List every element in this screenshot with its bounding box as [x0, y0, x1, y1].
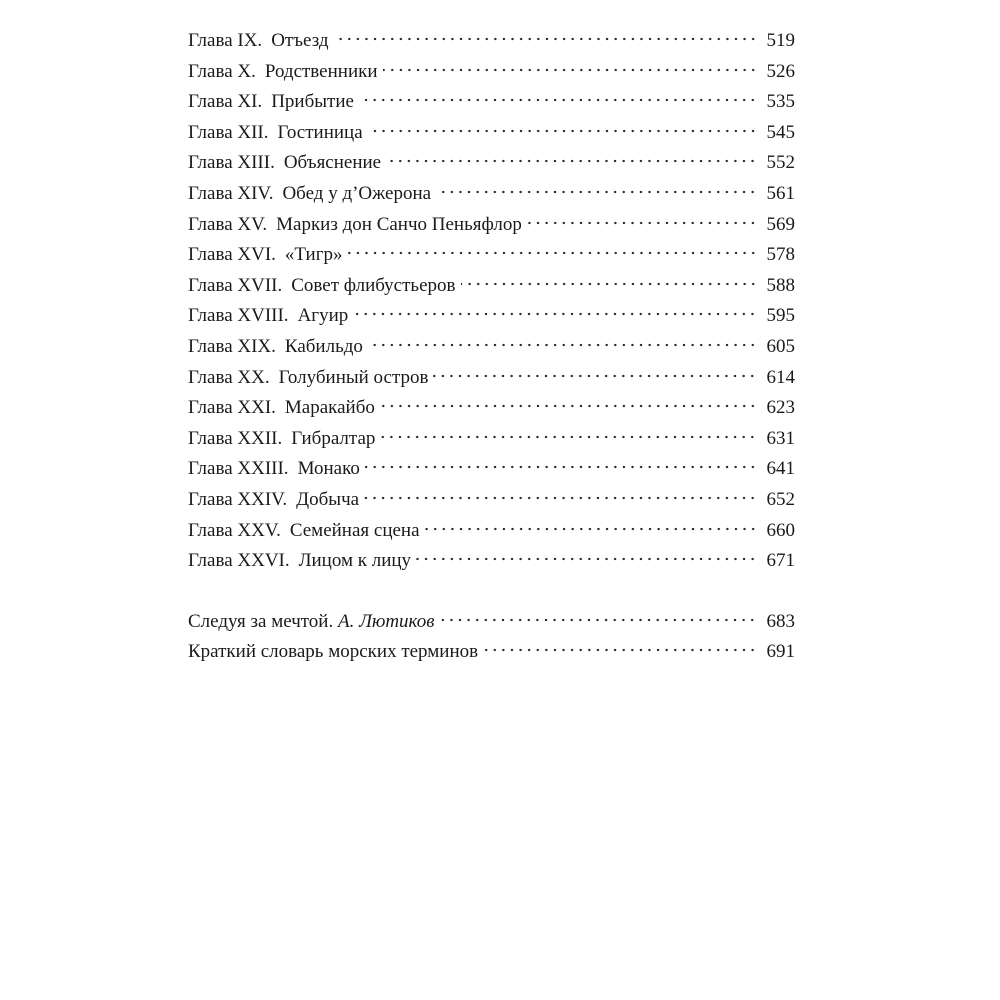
- afterword-author: А. Лютиков: [337, 610, 435, 632]
- dot-leader: [364, 493, 757, 503]
- toc-entry-chapter[interactable]: [188, 393, 795, 424]
- entry-title: [188, 118, 363, 149]
- entry-title: [188, 87, 354, 118]
- entry-title: [188, 179, 431, 210]
- chapter-label: Глава X.: [188, 60, 256, 82]
- chapter-title: Голубиный остров: [278, 366, 429, 388]
- section-gap: [188, 577, 795, 607]
- page-number: 691: [766, 641, 795, 663]
- dot-leader: [425, 524, 757, 534]
- dot-leader: [368, 340, 757, 350]
- toc-entry-chapter[interactable]: [188, 363, 795, 394]
- page-number: 671: [766, 550, 795, 572]
- entry-title: Краткий словарь морских терминов: [188, 641, 479, 663]
- dot-leader: [386, 156, 757, 166]
- chapter-title: Маркиз дон Санчо Пеньяфлор: [276, 213, 522, 235]
- page-number: 595: [766, 305, 795, 327]
- dot-leader: [353, 309, 757, 319]
- dot-leader: [416, 554, 757, 564]
- entry-title: [188, 240, 343, 271]
- dot-leader: [365, 462, 757, 472]
- chapter-label: Глава XXV.: [188, 519, 281, 541]
- page-number: 519: [766, 30, 795, 51]
- chapter-title: Лицом к лицу: [298, 550, 412, 572]
- chapter-label: Глава XXI.: [188, 397, 276, 419]
- chapter-title: Добыча: [296, 488, 360, 510]
- dot-leader: [483, 645, 757, 655]
- toc-entry-chapter[interactable]: [188, 485, 795, 516]
- entry-title: [188, 363, 428, 394]
- entry-title: [188, 57, 378, 88]
- page-number: 526: [766, 60, 795, 82]
- toc-entry-chapter[interactable]: [188, 516, 795, 547]
- page-number: 535: [766, 91, 795, 113]
- chapter-title: Кабильдо: [284, 335, 363, 357]
- entry-title: [188, 424, 375, 455]
- toc-entry-chapter[interactable]: [188, 118, 795, 149]
- toc-entry-chapter[interactable]: [188, 301, 795, 332]
- dot-leader: [383, 65, 757, 75]
- chapter-label: Глава XVIII.: [188, 305, 289, 327]
- toc-entry-chapter[interactable]: [188, 454, 795, 485]
- toc-entry-chapter[interactable]: [188, 424, 795, 455]
- page-number: 660: [766, 519, 795, 541]
- chapter-label: Глава XII.: [188, 121, 269, 143]
- page-number: 545: [766, 121, 795, 143]
- chapter-label: Глава XV.: [188, 213, 268, 235]
- toc-entry-chapter[interactable]: [188, 546, 795, 577]
- chapter-title: Монако: [297, 458, 360, 480]
- chapter-title: Гибралтар: [291, 427, 376, 449]
- table-of-contents: [188, 26, 795, 668]
- dot-leader: [439, 615, 757, 625]
- page-number: 569: [766, 213, 795, 235]
- chapter-title: «Тигр»: [284, 244, 343, 266]
- dot-leader: [359, 95, 757, 105]
- dot-leader: [334, 34, 757, 44]
- afterword-title: Следуя за мечтой.: [188, 610, 334, 632]
- dot-leader: [348, 248, 758, 258]
- dot-leader: [433, 371, 757, 381]
- chapter-list: [188, 26, 795, 577]
- chapter-title: Маракайбо: [284, 397, 375, 419]
- chapter-label: Глава XIII.: [188, 152, 275, 174]
- page-number: 614: [766, 366, 795, 388]
- chapter-label: Глава XX.: [188, 366, 270, 388]
- toc-entry-chapter[interactable]: [188, 210, 795, 241]
- chapter-label: Глава XVI.: [188, 244, 276, 266]
- page-number: 578: [766, 244, 795, 266]
- chapter-title: Объяснение: [283, 152, 382, 174]
- toc-entry-chapter[interactable]: [188, 148, 795, 179]
- chapter-label: Глава XIX.: [188, 335, 276, 357]
- page-number: 631: [766, 427, 795, 449]
- page-number: 605: [766, 335, 795, 357]
- page-number: 561: [766, 182, 795, 204]
- dot-leader: [461, 279, 758, 289]
- toc-entry-afterword[interactable]: [188, 607, 795, 638]
- entry-title: [188, 210, 522, 241]
- chapter-label: Глава IX.: [188, 30, 263, 51]
- chapter-title: Родственники: [264, 60, 378, 82]
- chapter-label: Глава XXVI.: [188, 550, 290, 572]
- toc-entry-chapter[interactable]: [188, 179, 795, 210]
- toc-entry-chapter[interactable]: [188, 87, 795, 118]
- toc-entry-chapter[interactable]: [188, 271, 795, 302]
- page-number: 652: [766, 488, 795, 510]
- chapter-label: Глава XXIII.: [188, 458, 289, 480]
- chapter-label: Глава XVII.: [188, 274, 283, 296]
- entry-title: [188, 148, 381, 179]
- chapter-label: Глава XI.: [188, 91, 263, 113]
- entry-title: [188, 485, 359, 516]
- toc-entry-chapter[interactable]: [188, 240, 795, 271]
- entry-title: [188, 516, 420, 547]
- entry-title: [188, 393, 375, 424]
- dot-leader: [380, 401, 757, 411]
- chapter-title: Прибытие: [271, 91, 354, 113]
- chapter-label: Глава XIV.: [188, 182, 274, 204]
- dot-leader: [527, 218, 757, 228]
- page-number: 552: [766, 152, 795, 174]
- page-number: 641: [766, 458, 795, 480]
- entry-title: [188, 26, 329, 57]
- chapter-title: Агуир: [297, 305, 349, 327]
- page-number: 588: [766, 274, 795, 296]
- page-number: 683: [766, 610, 795, 632]
- chapter-title: Совет флибустьеров: [291, 274, 456, 296]
- entry-title: [188, 301, 348, 332]
- entry-title: [188, 271, 456, 302]
- chapter-title: Семейная сцена: [289, 519, 420, 541]
- entry-title: [188, 546, 411, 577]
- entry-title: [188, 332, 363, 363]
- dot-leader: [436, 187, 757, 197]
- page-number: 623: [766, 397, 795, 419]
- toc-entry-chapter[interactable]: [188, 57, 795, 88]
- chapter-label: Глава XXII.: [188, 427, 283, 449]
- toc-entry-glossary[interactable]: [188, 637, 795, 668]
- chapter-title: Отъезд: [271, 30, 329, 51]
- chapter-label: Глава XXIV.: [188, 488, 288, 510]
- toc-entry-chapter[interactable]: [188, 332, 795, 363]
- dot-leader: [368, 126, 757, 136]
- chapter-title: Гостиница: [277, 121, 363, 143]
- entry-title: [188, 454, 360, 485]
- toc-entry-chapter[interactable]: [188, 26, 795, 57]
- dot-leader: [380, 432, 757, 442]
- entry-title: [188, 607, 434, 638]
- chapter-title: Обед у д’Ожерона: [282, 182, 432, 204]
